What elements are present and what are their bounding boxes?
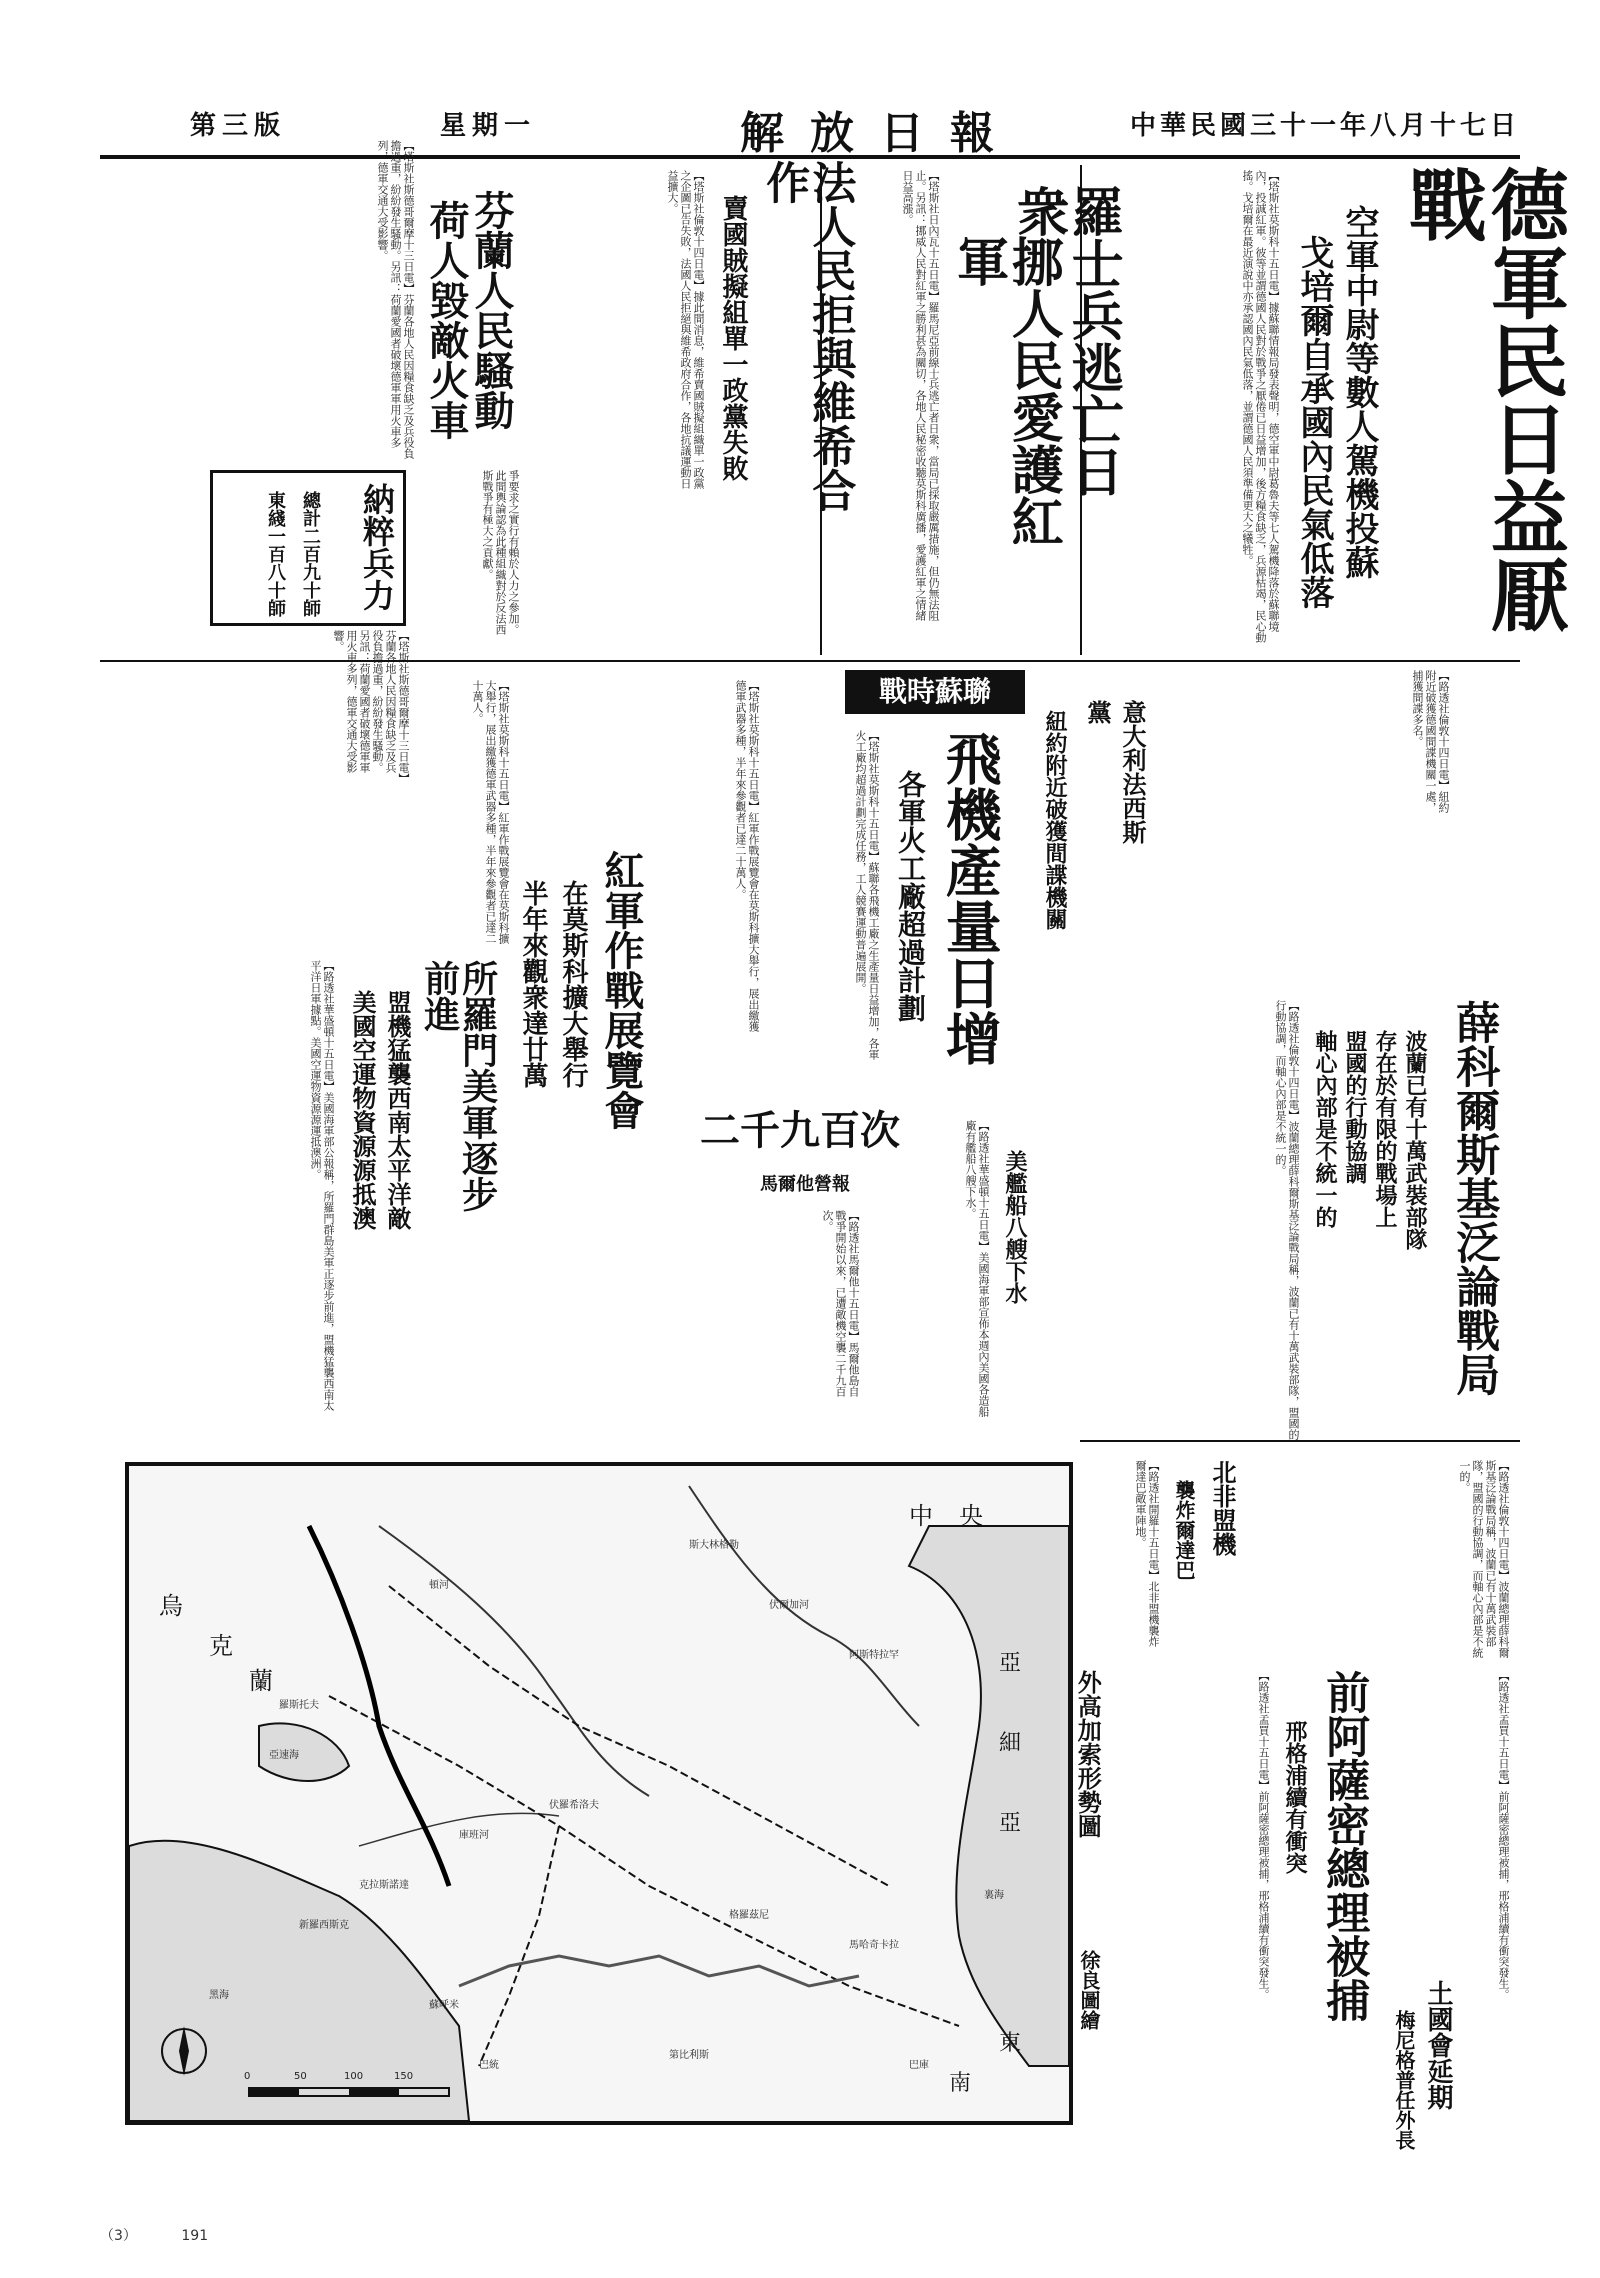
sikorski-body-cont: 【路透社倫敦十四日電】波蘭總理薛科爾斯基泛論戰局稱，波蘭已有十萬武裝部隊，盟國的行動協調，而軸心內部是不統一的。 [1458,1460,1510,1658]
footer-page-marker: （3） [100,2228,137,2244]
solomon-sub-2: 美國空運物資源源抵澳 [348,990,377,1230]
rumania-headline: 羅士兵逃亡日衆 [1007,185,1124,497]
map-city: 第比利斯 [669,2050,709,2061]
map-city: 頓河 [429,1580,449,1591]
side-news-body: 【路透社倫敦十四日電】紐約附近破獲德國間諜機關一處，捕獲間諜多名。 [1411,670,1450,813]
soviet-banner: 戰時蘇聯 [845,670,1025,714]
sikorski-sub-2: 存在於有限的戰場上 [1372,1030,1398,1228]
map-city: 新羅西斯克 [299,1920,349,1931]
map-city: 庫班河 [459,1830,489,1841]
map-city: 亞速海 [269,1750,299,1761]
map-city: 巴統 [479,2060,499,2071]
weekday: 星期一 [440,111,537,141]
map-label: 東 [999,2031,1022,2056]
map-city: 巴庫 [909,2060,929,2071]
map-city: 黑海 [209,1990,229,2001]
sikorski-sub-3: 盟國的行動協調 [1342,1030,1368,1184]
page-footer [100,2225,208,2245]
sikorski-body: 【路透社倫敦十四日電】波蘭總理薛科爾斯基泛論戰局稱，波蘭已有十萬武裝部隊，盟國的行動協調，而軸心內部是不統一的。 [1274,1000,1300,1440]
section-rule [100,660,1520,662]
anti-war-body: 爭要求之實行有賴於人力之參加。此間輿論認為此種組織對於反法西斯戰爭有極大之貢獻。 [481,470,520,635]
page-number: 第三版 [190,111,287,141]
sikorski-sub-4: 軸心內部是不統一的 [1312,1030,1338,1228]
norway-headline: 挪人民愛護紅軍 [947,235,1064,547]
section-rule [1080,1440,1520,1442]
exhibit-sub-2: 半年來觀衆達廿萬 [518,880,548,1088]
lead-subheadline-2: 戈培爾自承國內民氣低落 [1294,235,1334,609]
map-label: 亞 [999,1651,1022,1676]
scale-label: 150 [394,2071,414,2082]
map-city: 斯大林格勒 [689,1540,739,1551]
arrest-subheadline: 邢格浦續有衝突 [1282,1720,1308,1874]
nazi-strength-east: 東綫一百八十師 [265,491,286,617]
raid-subheadline: 馬爾他營報 [760,1174,850,1195]
map-label: 克 [209,1632,233,1660]
france-body: 【塔斯社倫敦十四日電】據此間消息，維希賣國賊擬組織單一政黨之企圖已告失敗，法國人民拒絕與維希政府合作，各地抗議運動日益擴大。 [666,170,705,489]
raid-headline: 二千九百次 [700,1107,900,1154]
solomon-headline: 所羅門美軍逐步前進 [418,960,499,1212]
sikorski-headline: 薛科爾斯基泛論戰局 [1448,1000,1500,1396]
map-label: 央 [959,1502,983,1530]
footer-number: 191 [181,2228,209,2244]
map-title: 外高加索形勢圖 [1073,1670,1103,1838]
nazi-strength-box [210,470,406,626]
arrest-body: 【路透社孟買十五日電】前阿薩密總理被捕，邢格浦續有衝突發生。 [1257,1670,1270,2000]
map-label: 蘭 [249,1667,273,1695]
transcaucasus-map [125,1462,1073,2125]
holland-headline: 荷人毀敵火車 [423,200,470,440]
finland-body: 【塔斯社斯德哥爾摩十三日電】芬蘭各地人民因糧食缺乏及兵役負擔過重，紛紛發生騷動。另訊：荷蘭愛國者破壞德軍軍用火車多列，德軍交通大受影響。 [376,140,415,459]
foreign-minister-headline: 梅尼格普任外長 [1392,2010,1416,2150]
map-city: 羅斯托夫 [279,1700,319,1711]
finland-headline: 芬蘭人民騷動 [468,190,515,430]
map-city: 格羅茲尼 [729,1910,769,1921]
solomon-sub-1: 盟機猛襲西南太平洋敵 [383,990,412,1230]
map-city: 伏羅希洛夫 [549,1800,599,1811]
map-label: 烏 [159,1592,183,1620]
lead-subheadline-1: 空軍中尉等數人駕機投蘇 [1339,205,1379,579]
france-subheadline: 賣國賊擬組單一政黨失敗 [718,195,748,481]
nazi-strength-total: 總計二百九十師 [300,491,321,617]
exhibit-headline: 紅軍作戰展覽會 [598,850,645,1130]
map-city: 馬哈奇卡拉 [849,1940,899,1951]
ships-headline: 美艦船八艘下水 [1002,1150,1028,1304]
map-author: 徐良圖繪 [1077,1950,1101,2030]
north-africa-subheadline: 襲炸爾達巴 [1172,1480,1196,1580]
arrest-headline: 前阿薩密總理被捕 [1318,1670,1370,2022]
aircraft-subheadline: 各軍火工廠超過計劃 [894,770,927,1022]
aircraft-body: 【塔斯社莫斯科十五日電】蘇聯各飛機工廠之生產量日益增加，各軍火工廠均超過計劃完成任務，工人競賽運動普遍展開。 [854,730,880,1060]
sikorski-sub-1: 波蘭已有十萬武裝部隊 [1402,1030,1428,1250]
map-label: 亞 [999,1811,1022,1836]
ships-body: 【路透社華盛頓十五日電】美國海軍部宣佈本週內美國各造船廠有艦船八艘下水。 [964,1120,990,1417]
issue-date: 中華民國三十一年八月十七日 [1129,111,1520,141]
finland-body-cont: 【塔斯社斯德哥爾摩十三日電】芬蘭各地人民因糧食缺乏及兵役負擔過重，紛紛發生騷動。另訊：荷蘭愛國者破壞德軍軍用火車多列，德軍交通大受影響。 [332,630,410,779]
map-graphic [129,1466,1069,2121]
map-city: 蘇呼米 [429,2000,459,2011]
turkey-headline: 土國會延期 [1423,1980,1453,2110]
scale-label: 0 [244,2071,251,2082]
north-africa-headline: 北非盟機 [1208,1460,1237,1556]
lead-headline: 德軍民日益厭戰 [1395,165,1569,633]
raid-body: 【路透社馬爾他十五日電】馬爾他島自戰爭開始以來，已遭敵機空襲二千九百次。 [821,1210,860,1397]
map-city: 裏海 [984,1890,1004,1901]
solomon-body: 【路透社華盛頓十五日電】美國海軍部公報稱，所羅門群島美軍正逐步前進，盟機猛襲西南太平洋日軍據點。美國空運物資源源運抵澳洲。 [309,960,335,1411]
map-label: 中 [909,1502,933,1530]
map-city: 阿斯特拉罕 [849,1650,899,1661]
turkey-body: 【路透社孟買十五日電】前阿薩密總理被捕，邢格浦續有衝突發生。 [1497,1670,1510,2000]
map-city: 克拉斯諾達 [359,1880,409,1891]
war-news-body: 【塔斯社莫斯科十五日電】紅軍作戰展覽會在莫斯科擴大舉行，展出繳獲德軍武器多種，半年來參觀者已達二十萬人。 [471,680,510,944]
map-city: 伏爾加河 [769,1600,809,1611]
aircraft-headline: 飛機產量日增 [936,730,1003,1066]
france-headline: 法人民拒與維希合作 [758,160,856,512]
masthead: 解放日報 [740,108,1020,159]
italy-headline: 意大利法西斯黨 [1083,700,1147,844]
lead-body: 【塔斯社莫斯科十五日電】據蘇聯情報局發表聲明，德空軍中尉葛魯夫等七人駕機降落於蘇聯境內，投誠紅軍。彼等並謂德國人民對於戰爭之厭倦已日益增加，後方糧食缺乏，兵源枯竭，民心動搖。戈培爾在最近演說中亦承認國內民氣低落，並謂德國人民須準備更大之犧牲。 [1241,170,1280,643]
exhibit-body: 【塔斯社莫斯科十五日電】紅軍作戰展覽會在莫斯科擴大舉行，展出繳獲德軍武器多種，半年來參觀者已達二十萬人。 [734,680,760,1032]
spy-headline: 紐約附近破獲間諜機關 [1042,710,1068,930]
map-label: 細 [999,1731,1022,1756]
nazi-strength-title: 納粹兵力 [358,483,396,611]
north-africa-body: 【路透社開羅十五日電】北非盟機襲炸爾達巴敵軍陣地。 [1134,1460,1160,1647]
scale-label: 100 [344,2071,364,2082]
rumania-body: 【塔斯社日內瓦十五日電】羅馬尼亞前線士兵逃亡者日衆，當局已採取嚴厲措施，但仍無法阻止。另訊：挪威人民對紅軍之勝利甚為關切，各地人民秘密收聽莫斯科廣播，愛護紅軍之情緒日益高漲。 [901,170,940,621]
exhibit-sub-1: 在莫斯科擴大舉行 [558,880,588,1088]
map-label: 南 [949,2071,972,2096]
scale-label: 50 [294,2071,307,2082]
